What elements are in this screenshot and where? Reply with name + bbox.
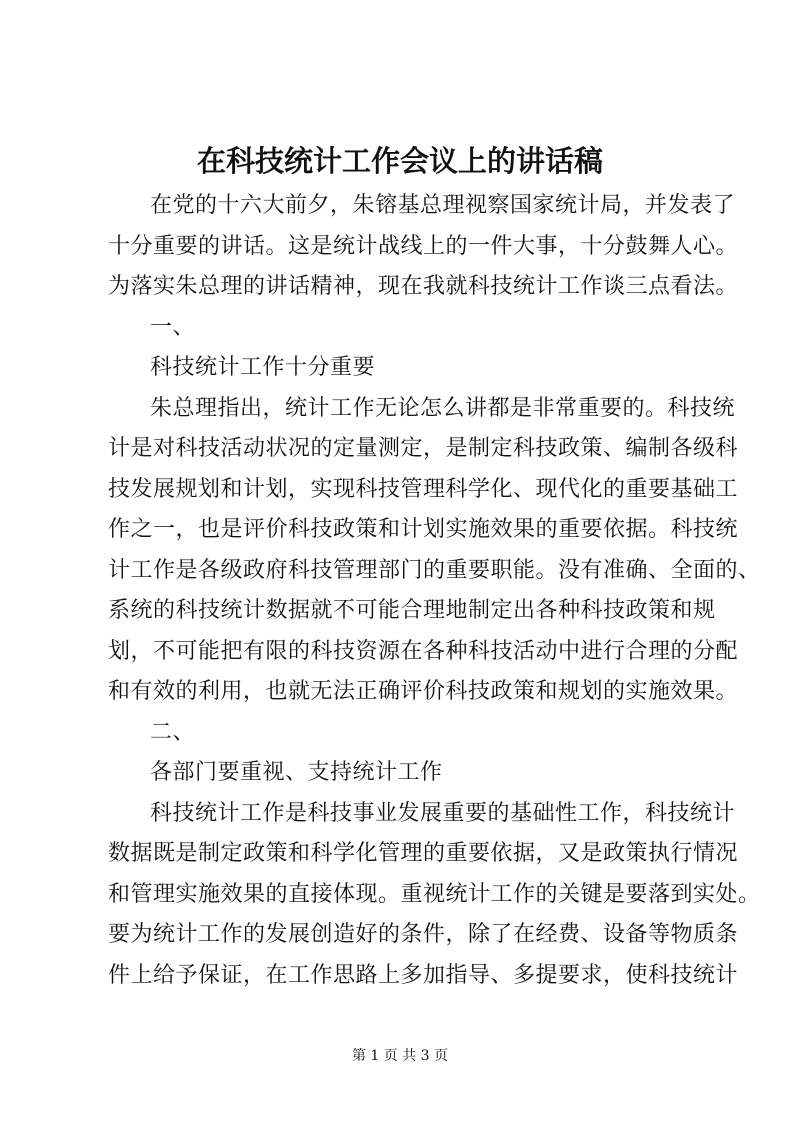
paragraph-line: 计是对科技活动状况的定量测定，是制定科技政策、编制各级科 [108, 436, 739, 461]
paragraph-line: 在党的十六大前夕，朱镕基总理视察国家统计局，并发表了 [150, 193, 736, 218]
section-heading: 各部门要重视、支持统计工作 [150, 760, 443, 785]
paragraph-line: 和管理实施效果的直接体现。重视统计工作的关键是要落到实处。 [108, 881, 761, 907]
section-heading: 科技统计工作十分重要 [150, 355, 376, 380]
paragraph-line: 作之一，也是评价科技政策和计划实施效果的重要依据。科技统 [108, 517, 739, 542]
document-title: 在科技统计工作会议上的讲话稿 [196, 144, 603, 178]
document-body [108, 186, 761, 996]
paragraph-line: 为落实朱总理的讲话精神，现在我就科技统计工作谈三点看法。 [108, 274, 739, 299]
paragraph-line: 系统的科技统计数据就不可能合理地制定出各种科技政策和规 [108, 598, 716, 623]
page-footer: 第 1 页 共 3 页 [351, 1048, 449, 1064]
paragraph-line: 朱总理指出，统计工作无论怎么讲都是非常重要的。科技统 [150, 395, 736, 421]
paragraph-line: 十分重要的讲话。这是统计战线上的一件大事，十分鼓舞人心。 [108, 233, 739, 259]
paragraph-line: 和有效的利用，也就无法正确评价科技政策和规划的实施效果。 [108, 679, 739, 704]
paragraph-line: 技发展规划和计划，实现科技管理科学化、现代化的重要基础工 [108, 476, 739, 502]
paragraph-line: 件上给予保证，在工作思路上多加指导、多提要求，使科技统计 [108, 962, 739, 988]
paragraph-line: 科技统计工作是科技事业发展重要的基础性工作，科技统计 [150, 800, 736, 826]
section-number: 二、 [150, 719, 196, 745]
section-number: 一、 [150, 314, 196, 340]
paragraph-line: 数据既是制定政策和科学化管理的重要依据，又是政策执行情况 [108, 841, 739, 866]
paragraph-line: 计工作是各级政府科技管理部门的重要职能。没有准确、全面的、 [108, 557, 761, 583]
paragraph-line: 划，不可能把有限的科技资源在各种科技活动中进行合理的分配 [108, 638, 739, 664]
paragraph-line: 要为统计工作的发展创造好的条件，除了在经费、设备等物质条 [108, 922, 739, 947]
